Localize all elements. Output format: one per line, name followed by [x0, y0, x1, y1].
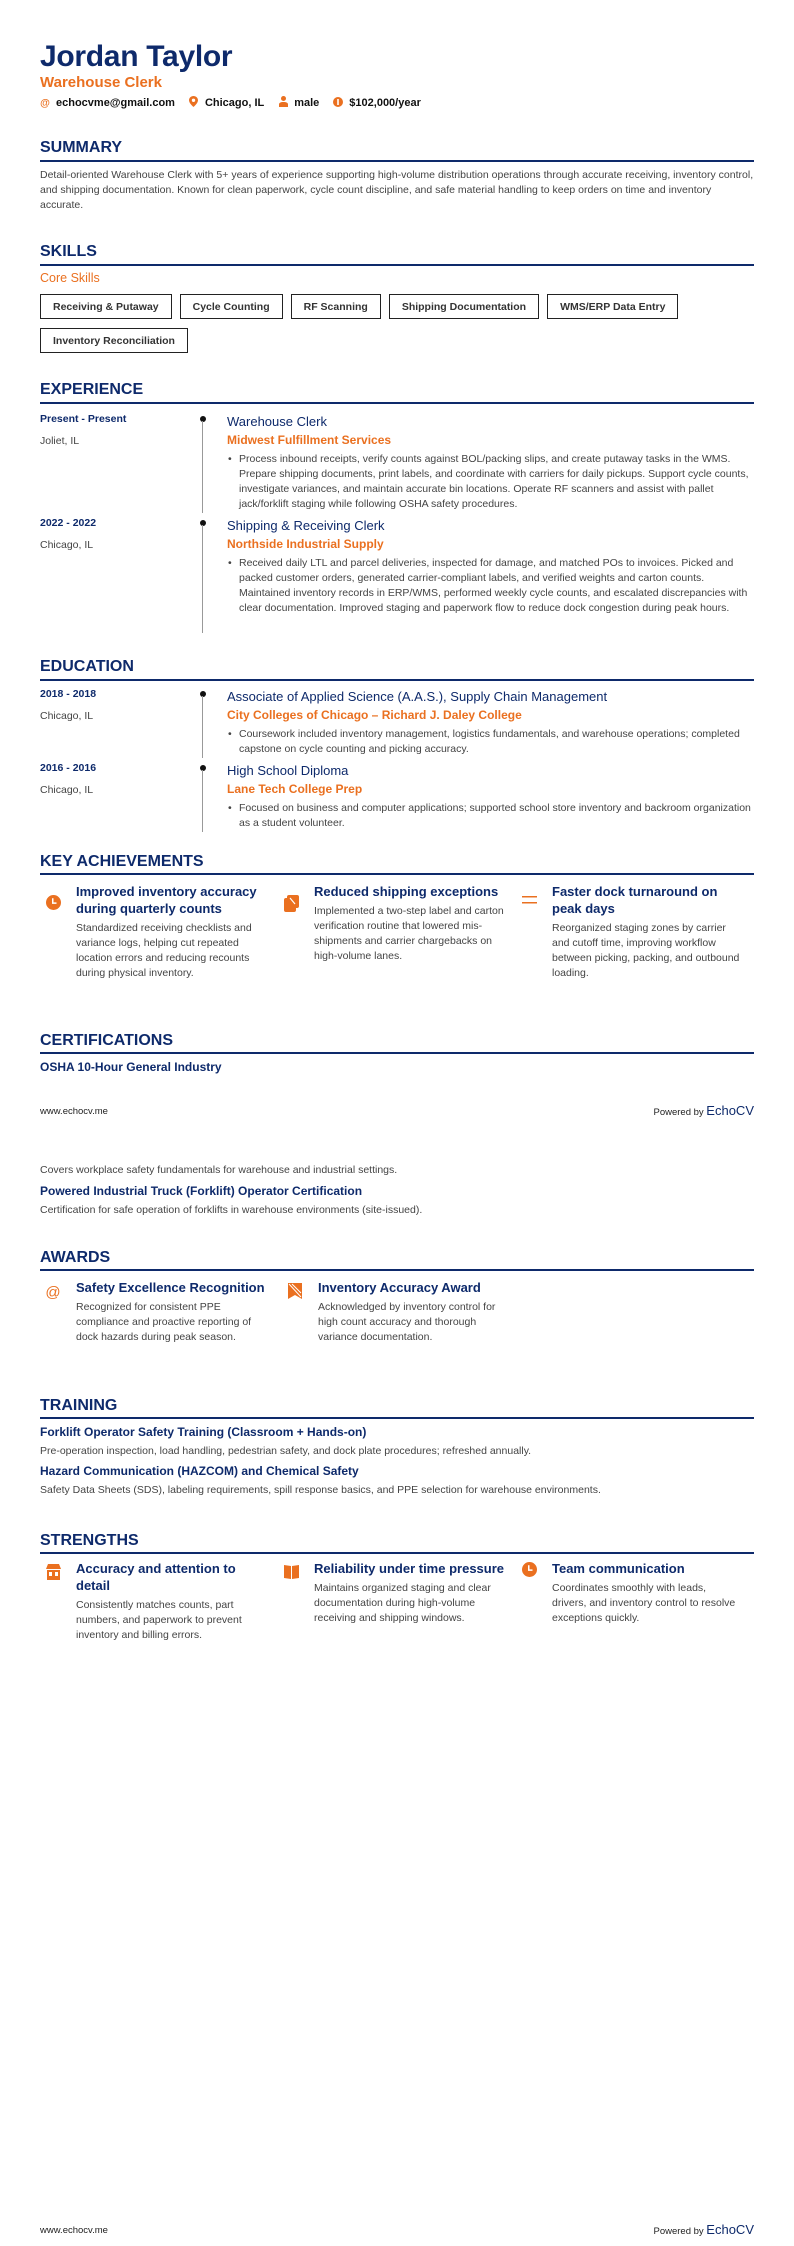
equals-icon — [516, 883, 542, 981]
achievement-card — [516, 883, 754, 981]
award-title: Safety Excellence Recognition — [76, 1280, 265, 1295]
entry-dates: 2018 - 2018 — [40, 688, 97, 700]
contact-gender: male — [278, 96, 319, 110]
entry-school: Lane Tech College Prep — [227, 782, 363, 796]
entry-bullet: • Received daily LTL and parcel deliveries, inspected for damage, and matched POs to invoices. Picked and packed customer orders, generated carrier-compliant labels, and verified weights and carton counts. Maintained inventory records in ERP/WMS, performed weekly cycle counts, and escalated discrepancies with clear documentation. Improved staging and paperwork flow to reduce dock congestion during peak hours. — [227, 556, 754, 616]
certification-desc: Certification for safe operation of forklifts in warehouse environments (site-issued). — [40, 1204, 423, 1216]
achievement-card — [40, 883, 278, 981]
training-desc: Pre-operation inspection, load handling, pedestrian safety, and dock plate procedures; refreshed annually. — [40, 1445, 532, 1457]
strength-desc: Maintains organized staging and clear documentation during high-volume receiving and shipping windows. — [314, 1582, 491, 1624]
contact-location: Chicago, IL — [189, 96, 264, 110]
strength-title: Accuracy and attention to detail — [76, 1561, 236, 1593]
awards-list — [40, 1279, 754, 1345]
strengths-list — [40, 1560, 754, 1643]
achievement-title: Faster dock turnaround on peak days — [552, 884, 718, 916]
entry-bullet: • Coursework included inventory management, logistics fundamentals, and warehouse operations; completed capstone on cycle counting and picking accuracy. — [227, 727, 754, 757]
strengths-heading: STRENGTHS — [40, 1532, 139, 1549]
training-desc: Safety Data Sheets (SDS), labeling requirements, spill response basics, and PPE selection for warehouse environments. — [40, 1484, 601, 1496]
training-title: Forklift Operator Safety Training (Classroom + Hands-on) — [40, 1425, 367, 1439]
entry-dates: 2016 - 2016 — [40, 762, 97, 774]
entry-location: Joliet, IL — [40, 435, 80, 447]
skill-chip: Shipping Documentation — [389, 294, 539, 319]
strength-desc: Coordinates smoothly with leads, drivers, and inventory control to resolve exceptions quickly. — [552, 1582, 736, 1624]
entry-school: City Colleges of Chicago – Richard J. Daley College — [227, 708, 522, 722]
achievement-desc: Reorganized staging zones by carrier and cutoff time, improving workflow between picking, packing, and outbound loading. — [552, 922, 740, 979]
certification-desc: Covers workplace safety fundamentals for warehouse and industrial settings. — [40, 1164, 398, 1176]
section-divider — [40, 402, 754, 404]
clock-icon — [40, 883, 66, 981]
entry-company: Northside Industrial Supply — [227, 537, 384, 551]
entry-bullet: • Focused on business and computer applications; supported school store inventory and backroom organization as a student volunteer. — [227, 801, 754, 831]
footer-website[interactable]: www.echocv.me — [40, 2225, 108, 2236]
book-icon — [278, 1560, 304, 1643]
education-heading: EDUCATION — [40, 658, 134, 675]
section-divider — [40, 1417, 754, 1419]
brand-logo: EchoCV — [706, 2222, 754, 2237]
award-desc: Recognized for consistent PPE compliance and proactive reporting of dock hazards during peak season. — [76, 1301, 252, 1343]
entry-bullet: • Process inbound receipts, verify counts against BOL/packing slips, and create putaway tasks in the WMS. Prepare shipping documents, print labels, and coordinate with carriers for daily pickups. Support cycle counts, investigate variances, and maintain accurate bin locations. Operate RF scanners and assist with pallet jack/forklift staging while following OSHA safety procedures. — [227, 452, 754, 512]
section-divider — [40, 1269, 754, 1271]
bookmark-slash-icon — [282, 1279, 308, 1345]
achievement-desc: Implemented a two-step label and carton verification routine that lowered mis-shipments and carrier chargebacks on high-volume lanes. — [314, 905, 504, 962]
strength-desc: Consistently matches counts, part numbers, and paperwork to prevent inventory and billing errors. — [76, 1599, 242, 1641]
timeline-line — [202, 421, 203, 513]
timeline-line — [202, 525, 203, 633]
timeline-dot — [200, 416, 206, 422]
entry-role: Warehouse Clerk — [227, 414, 327, 429]
training-heading: TRAINING — [40, 1397, 118, 1414]
strength-card — [40, 1560, 278, 1643]
strength-card — [278, 1560, 516, 1643]
candidate-name: Jordan Taylor — [40, 40, 233, 73]
achievement-desc: Standardized receiving checklists and variance logs, helping cut repeated location errors and reducing recounts during physical inventory. — [76, 922, 252, 979]
certification-title: Powered Industrial Truck (Forklift) Operator Certification — [40, 1184, 363, 1198]
award-card — [282, 1279, 524, 1345]
timeline-line — [202, 770, 203, 832]
training-title: Hazard Communication (HAZCOM) and Chemical Safety — [40, 1464, 359, 1478]
education-entry — [40, 762, 754, 832]
store-icon — [40, 1560, 66, 1643]
contact-email[interactable]: @ echocvme@gmail.com — [40, 97, 175, 109]
section-divider — [40, 1052, 754, 1054]
brand-logo: EchoCV — [706, 1103, 754, 1118]
contact-salary: $102,000/year — [333, 97, 421, 110]
strength-title: Reliability under time pressure — [314, 1561, 505, 1576]
section-divider — [40, 160, 754, 162]
experience-heading: EXPERIENCE — [40, 381, 144, 398]
section-divider — [40, 264, 754, 266]
certification-title: OSHA 10-Hour General Industry — [40, 1060, 222, 1074]
footer-powered-by: Powered by EchoCV — [653, 2222, 754, 2237]
timeline-dot — [200, 691, 206, 697]
experience-entry — [40, 517, 754, 637]
skill-chip: Receiving & Putaway — [40, 294, 172, 319]
achievement-card — [278, 883, 516, 981]
certifications-heading: CERTIFICATIONS — [40, 1032, 174, 1049]
contact-row — [40, 96, 421, 110]
achievement-title: Reduced shipping exceptions — [314, 884, 499, 899]
timeline-line — [202, 696, 203, 758]
achievements-list — [40, 883, 754, 981]
timeline-dot — [200, 520, 206, 526]
achievement-title: Improved inventory accuracy during quarterly counts — [76, 884, 257, 916]
experience-entry — [40, 413, 754, 513]
skill-chip: Inventory Reconciliation — [40, 328, 188, 353]
section-divider — [40, 679, 754, 681]
strength-title: Team communication — [552, 1561, 685, 1576]
timeline-dot — [200, 765, 206, 771]
clipboard-icon — [278, 883, 304, 981]
entry-location: Chicago, IL — [40, 539, 94, 551]
education-entry — [40, 688, 754, 758]
section-divider — [40, 1552, 754, 1554]
skill-chip: RF Scanning — [291, 294, 381, 319]
skills-list — [40, 294, 754, 353]
award-title: Inventory Accuracy Award — [318, 1280, 481, 1295]
clock-icon — [516, 1560, 542, 1643]
summary-text: Detail-oriented Warehouse Clerk with 5+ years of experience supporting high-volume distribution operations through accurate receiving, inventory control, and shipping documentation. Known for clean paperwork, cycle count discipline, and safe material handling to keep orders on time and inventory accurate. — [40, 169, 754, 211]
money-icon — [333, 97, 343, 110]
at-icon: @ — [45, 1284, 61, 1301]
skills-group-label: Core Skills — [40, 271, 100, 285]
awards-heading: AWARDS — [40, 1249, 111, 1266]
award-card — [40, 1279, 282, 1345]
skill-chip: Cycle Counting — [180, 294, 283, 319]
entry-degree: High School Diploma — [227, 763, 349, 778]
candidate-title: Warehouse Clerk — [40, 74, 162, 91]
at-icon: @ — [40, 97, 50, 109]
entry-dates: 2022 - 2022 — [40, 517, 97, 529]
entry-dates: Present - Present — [40, 413, 127, 425]
award-desc: Acknowledged by inventory control for high count accuracy and thorough variance documentation. — [318, 1301, 496, 1343]
entry-role: Shipping & Receiving Clerk — [227, 518, 385, 533]
entry-degree: Associate of Applied Science (A.A.S.), Supply Chain Management — [227, 689, 608, 704]
skills-heading: SKILLS — [40, 243, 97, 260]
location-pin-icon — [189, 96, 199, 110]
summary-heading: SUMMARY — [40, 139, 123, 156]
achievements-heading: KEY ACHIEVEMENTS — [40, 853, 204, 870]
entry-company: Midwest Fulfillment Services — [227, 433, 392, 447]
strength-card — [516, 1560, 754, 1643]
section-divider — [40, 873, 754, 875]
entry-location: Chicago, IL — [40, 710, 94, 722]
footer-website[interactable]: www.echocv.me — [40, 1106, 108, 1117]
entry-location: Chicago, IL — [40, 784, 94, 796]
person-icon — [278, 96, 288, 110]
skill-chip: WMS/ERP Data Entry — [547, 294, 678, 319]
footer-powered-by: Powered by EchoCV — [653, 1103, 754, 1118]
